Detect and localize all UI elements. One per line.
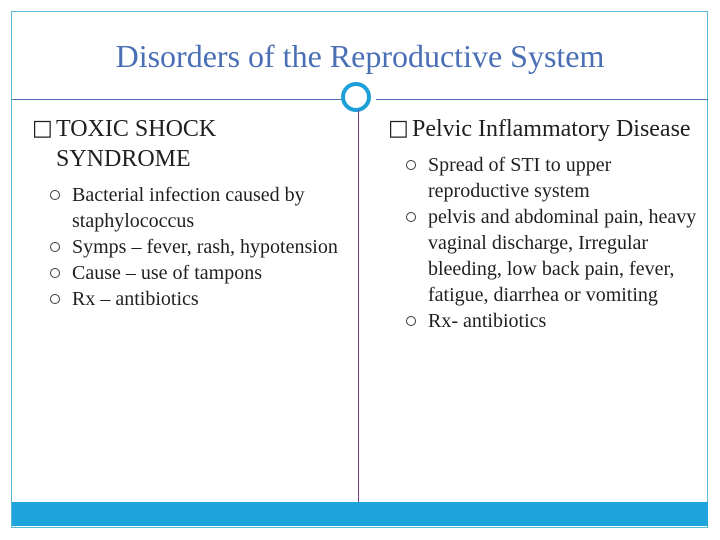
right-heading [388, 114, 708, 144]
footer-bar [12, 502, 708, 526]
right-bullet-list [388, 152, 708, 334]
column-divider [358, 110, 359, 502]
list-item: Cause – use of tampons [32, 260, 350, 286]
heading-marker-icon: □ [32, 116, 53, 141]
circle-bullet-icon [406, 316, 416, 326]
left-heading-text: TOXIC SHOCK SYNDROME [56, 116, 217, 172]
list-item: Rx – antibiotics [32, 286, 350, 312]
list-item: Spread of STI to upper reproductive system [388, 152, 708, 204]
right-heading-text: Pelvic Inflammatory Disease [412, 116, 691, 142]
list-item: Rx- antibiotics [388, 308, 708, 334]
circle-bullet-icon [50, 242, 60, 252]
title-rule-right [376, 99, 708, 100]
list-item: Symps – fever, rash, hypotension [32, 234, 350, 260]
list-item: Bacterial infection caused by staphylococcus [32, 182, 350, 234]
circle-bullet-icon [50, 294, 60, 304]
right-column [388, 114, 708, 334]
heading-marker-icon: □ [388, 116, 409, 141]
circle-bullet-icon [50, 268, 60, 278]
circle-ornament-icon [341, 82, 371, 112]
list-item: pelvis and abdominal pain, heavy vaginal discharge, Irregular bleeding, low back pain, fever, fatigue, diarrhea or vomiting [388, 204, 708, 308]
title-rule-left [12, 99, 342, 100]
circle-bullet-icon [406, 160, 416, 170]
left-heading [32, 114, 350, 174]
circle-bullet-icon [406, 212, 416, 222]
left-column [32, 114, 350, 312]
circle-bullet-icon [50, 190, 60, 200]
slide-title: Disorders of the Reproductive System [115, 38, 605, 74]
left-bullet-list [32, 182, 350, 312]
